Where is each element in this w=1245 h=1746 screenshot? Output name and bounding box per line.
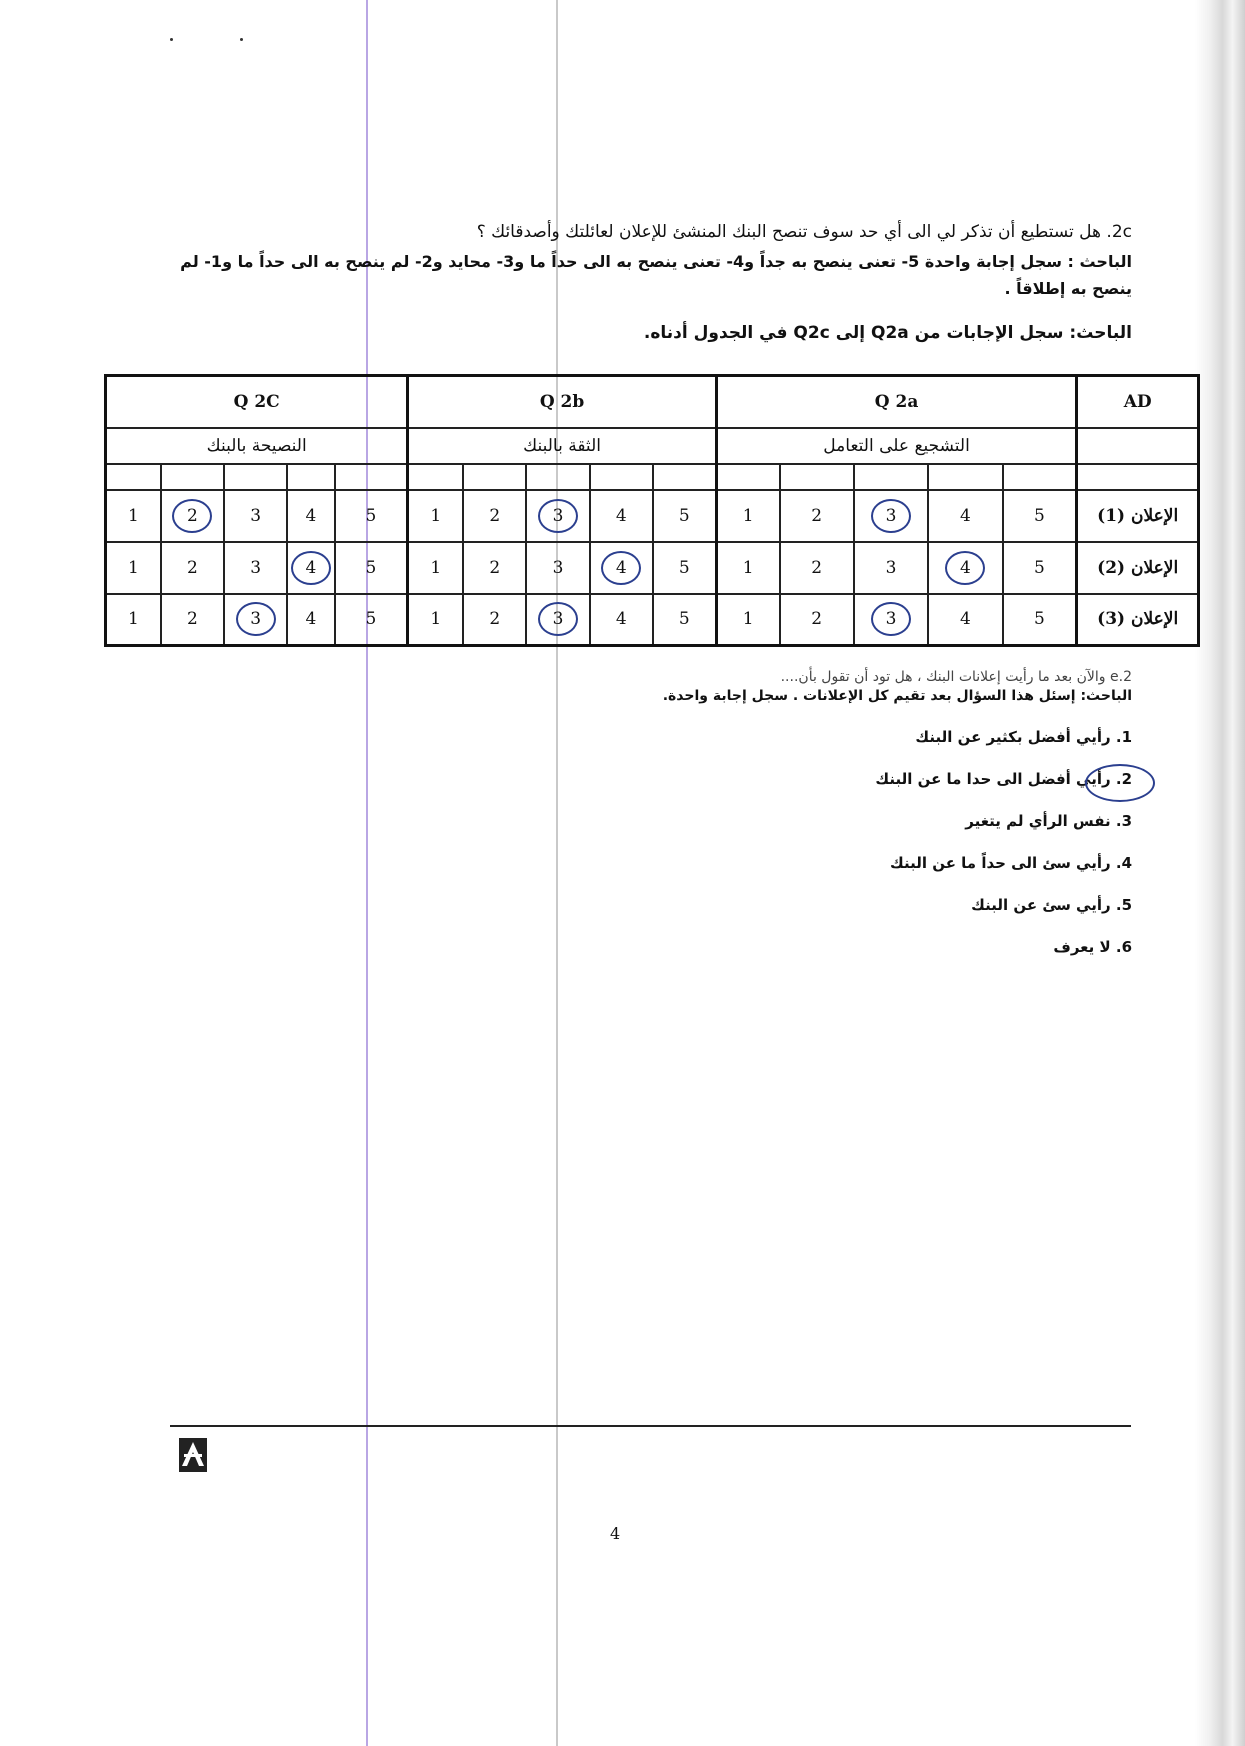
scale-option-q2c[interactable] — [287, 594, 334, 646]
scale-value: 5 — [365, 505, 377, 526]
scale-value: 3 — [885, 557, 897, 578]
scale-value: 2 — [186, 557, 198, 578]
scale-value: 1 — [127, 609, 139, 630]
scale-option-q2c[interactable] — [106, 490, 161, 542]
scale-option-q2b[interactable] — [408, 490, 463, 542]
scale-option-q2a[interactable] — [928, 594, 1002, 646]
table-note: الباحث: سجل الإجابات من Q2a إلى Q2c في الجدول أدناه. — [643, 323, 1132, 343]
scale-value: 5 — [1034, 505, 1045, 526]
scale-option-q2b[interactable] — [463, 490, 526, 542]
answer-circle — [291, 551, 331, 585]
scale-value: 3 — [885, 609, 897, 630]
scale-option-q2b[interactable] — [408, 594, 463, 646]
empty-cell — [224, 464, 287, 490]
scale-value: 5 — [678, 557, 690, 578]
scale-option-q2b[interactable] — [590, 594, 653, 646]
scale-option-q2a[interactable] — [1003, 490, 1077, 542]
table-row — [106, 542, 1199, 594]
scale-option-q2c[interactable] — [224, 490, 287, 542]
scale-option-q2b[interactable] — [590, 490, 653, 542]
scale-option-q2b[interactable] — [408, 542, 463, 594]
scale-value: 4 — [305, 557, 317, 578]
group-header-q2b: Q 2b — [408, 376, 716, 428]
scale-option-q2a[interactable] — [928, 542, 1002, 594]
scale-value: 1 — [430, 557, 442, 578]
scale-option-q2a[interactable] — [780, 594, 854, 646]
empty-cell — [408, 464, 463, 490]
scale-option-q2c[interactable] — [287, 542, 334, 594]
scale-option-q2c[interactable] — [224, 594, 287, 646]
scale-value: 2 — [811, 557, 823, 578]
scale-value: 4 — [615, 505, 627, 526]
scale-value: 1 — [742, 557, 754, 578]
empty-cell — [287, 464, 334, 490]
scale-option-q2a[interactable] — [716, 594, 779, 646]
answer-circle — [871, 602, 911, 636]
scale-value: 5 — [365, 609, 377, 630]
scale-value: 4 — [305, 505, 317, 526]
scale-value: 3 — [885, 505, 897, 526]
scale-option-q2b[interactable] — [526, 490, 589, 542]
scale-option-q2a[interactable] — [854, 542, 928, 594]
scale-value: 2 — [186, 609, 198, 630]
scale-value: 4 — [959, 505, 971, 526]
option-2[interactable]: 2. رأيي أفضل الى حدا ما عن البنك — [875, 770, 1132, 788]
scale-value: 4 — [615, 609, 627, 630]
question-2e-instruction: الباحث: إسئل هذا السؤال بعد تقيم كل الإعلانات . سجل إجابة واحدة. — [662, 688, 1132, 704]
answer-circle — [871, 499, 911, 533]
scale-option-q2a[interactable] — [780, 490, 854, 542]
scale-value: 1 — [742, 609, 754, 630]
scale-option-q2c[interactable] — [106, 594, 161, 646]
scale-value: 5 — [365, 557, 377, 578]
scale-value: 3 — [250, 609, 262, 630]
group-label-q2c: النصيحة بالبنك — [106, 428, 408, 464]
scale-option-q2c[interactable] — [106, 542, 161, 594]
scale-value: 1 — [430, 609, 442, 630]
empty-cell — [653, 464, 716, 490]
scale-option-q2b[interactable] — [653, 490, 716, 542]
table-row — [106, 490, 1199, 542]
scale-value: 2 — [489, 505, 501, 526]
option-6[interactable]: 6. لا يعرف — [1053, 938, 1132, 956]
question-2c-title: 2c. هل تستطيع أن تذكر لي الى أي حد سوف تنصح البنك المنشئ للإعلان لعائلتك وأصدقائك ؟ — [476, 222, 1132, 242]
empty-cell — [1003, 464, 1077, 490]
scale-value: 5 — [1034, 609, 1045, 630]
answer-circle — [172, 499, 212, 533]
empty-cell — [526, 464, 589, 490]
answer-circle — [601, 551, 641, 585]
empty-cell — [1077, 428, 1199, 464]
scale-value: 4 — [615, 557, 627, 578]
scale-option-q2c[interactable] — [335, 594, 408, 646]
empty-cell — [928, 464, 1002, 490]
answer-circle — [538, 499, 578, 533]
footer-rule — [170, 1425, 1131, 1427]
scale-value: 1 — [127, 557, 139, 578]
scale-value: 3 — [250, 557, 262, 578]
scale-option-q2b[interactable] — [526, 594, 589, 646]
scale-option-q2c[interactable] — [335, 490, 408, 542]
row-label: الإعلان (1) — [1077, 490, 1199, 542]
scan-edge — [1195, 0, 1245, 1746]
empty-cell — [161, 464, 224, 490]
option-4[interactable]: 4. رأيي سئ الى حداً ما عن البنك — [890, 854, 1132, 872]
scale-value: 2 — [489, 609, 501, 630]
answer-circle — [538, 602, 578, 636]
scale-value: 4 — [959, 557, 971, 578]
page-number: 4 — [610, 1524, 621, 1543]
scale-value: 2 — [811, 505, 823, 526]
empty-cell — [780, 464, 854, 490]
empty-cell — [463, 464, 526, 490]
group-header-q2a: Q 2a — [716, 376, 1077, 428]
option-5[interactable]: 5. رأيي سئ عن البنك — [971, 896, 1132, 914]
scale-value: 2 — [811, 609, 823, 630]
empty-cell — [854, 464, 928, 490]
empty-cell — [590, 464, 653, 490]
scale-option-q2a[interactable] — [854, 490, 928, 542]
scale-option-q2c[interactable] — [335, 542, 408, 594]
scale-value: 1 — [127, 505, 139, 526]
ad-header: AD — [1077, 376, 1199, 428]
option-1[interactable]: 1. رأيي أفضل بكثير عن البنك — [915, 728, 1132, 746]
scale-option-q2a[interactable] — [716, 490, 779, 542]
scale-option-q2b[interactable] — [526, 542, 589, 594]
table-row — [106, 594, 1199, 646]
scale-option-q2a[interactable] — [928, 490, 1002, 542]
scale-value: 2 — [489, 557, 501, 578]
scale-option-q2c[interactable] — [161, 490, 224, 542]
scale-value: 4 — [959, 609, 971, 630]
scale-value: 5 — [1034, 557, 1045, 578]
empty-cell — [1077, 464, 1199, 490]
scale-value: 5 — [678, 505, 690, 526]
scale-value: 5 — [678, 609, 690, 630]
scale-option-q2a[interactable] — [780, 542, 854, 594]
scale-option-q2c[interactable] — [161, 594, 224, 646]
question-2c-instruction: الباحث : سجل إجابة واحدة 5- تعنى ينصح به جداً و4- تعنى ينصح به الى حداً ما و3- محايد و2- لم ينصح به الى حداً ما و1- لم ينصح به إطلاقاً . — [180, 252, 1132, 298]
scale-option-q2b[interactable] — [463, 542, 526, 594]
empty-cell — [716, 464, 779, 490]
question-2e-title: 2.e والآن بعد ما رأيت إعلانات البنك ، هل تود أن تقول بأن.... — [780, 669, 1132, 685]
row-label: الإعلان (3) — [1077, 594, 1199, 646]
group-header-q2c: Q 2C — [106, 376, 408, 428]
scale-value: 1 — [430, 505, 442, 526]
scale-value: 1 — [742, 505, 754, 526]
scale-option-q2b[interactable] — [653, 594, 716, 646]
scale-option-q2a[interactable] — [854, 594, 928, 646]
group-label-q2b: الثقة بالبنك — [408, 428, 716, 464]
answer-table — [104, 374, 1200, 647]
speck — [240, 38, 243, 41]
row-label: الإعلان (2) — [1077, 542, 1199, 594]
scale-value: 3 — [250, 505, 262, 526]
empty-cell — [335, 464, 408, 490]
speck — [170, 38, 173, 41]
scale-value: 4 — [305, 609, 317, 630]
empty-cell — [106, 464, 161, 490]
scale-option-q2a[interactable] — [1003, 594, 1077, 646]
company-logo-icon — [178, 1436, 208, 1474]
scale-option-q2a[interactable] — [716, 542, 779, 594]
scale-value: 3 — [552, 505, 564, 526]
selected-option-circle — [1085, 764, 1155, 802]
answer-circle — [236, 602, 276, 636]
scale-option-q2c[interactable] — [161, 542, 224, 594]
scale-option-q2b[interactable] — [463, 594, 526, 646]
group-label-q2a: التشجيع على التعامل — [716, 428, 1077, 464]
scale-option-q2c[interactable] — [287, 490, 334, 542]
scale-value: 3 — [552, 557, 564, 578]
scale-option-q2a[interactable] — [1003, 542, 1077, 594]
scale-value: 3 — [552, 609, 564, 630]
scale-option-q2b[interactable] — [590, 542, 653, 594]
answer-circle — [945, 551, 985, 585]
scale-option-q2c[interactable] — [224, 542, 287, 594]
scale-value: 2 — [186, 505, 198, 526]
scale-option-q2b[interactable] — [653, 542, 716, 594]
option-3[interactable]: 3. نفس الرأي لم يتغير — [965, 812, 1132, 830]
